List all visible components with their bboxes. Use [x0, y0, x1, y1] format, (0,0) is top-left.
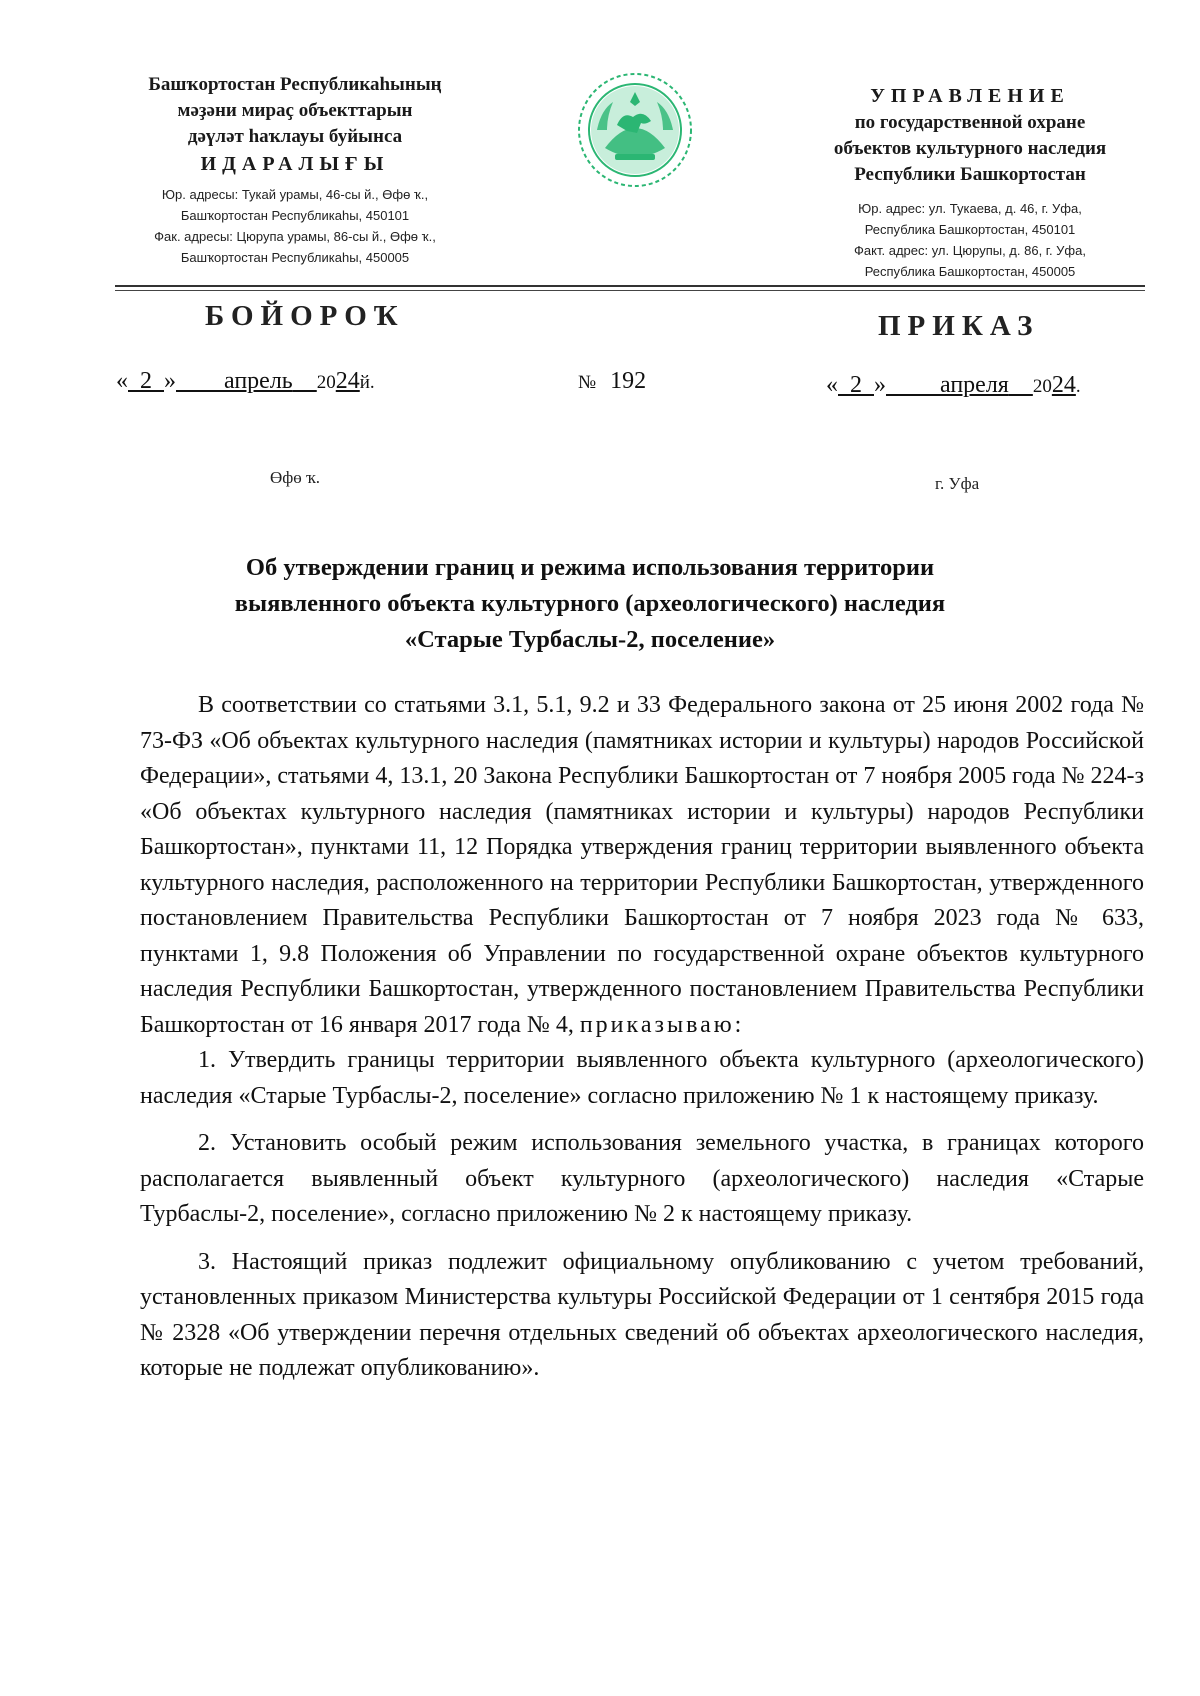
- address-russian-line2: Республика Башкортостан, 450101: [864, 222, 1076, 237]
- document-title: [160, 550, 1020, 658]
- date-russian-day-value: 2: [850, 372, 862, 398]
- order-item-3: 3. Настоящий приказ подлежит официальному опубликованию с учетом требований, установленных приказом Министерства культуры Российской Федерации от 1 сентября 2015 года № 2328 «Об утверждении перечня отдельных сведений об объектах археологического наследия, которые не подлежат опубликованию».: [140, 1248, 1144, 1381]
- date-russian-year-prefix: 20: [1032, 376, 1052, 397]
- date-bashkir-month: [176, 368, 317, 394]
- city-russian: г. Уфа: [935, 474, 980, 493]
- address-russian-line1: Юр. адрес: ул. Тукаева, д. 46, г. Уфа,: [858, 201, 1082, 216]
- date-bashkir: [116, 368, 375, 395]
- date-russian-year-mark: .: [1075, 376, 1081, 397]
- doc-type-bashkir: БОЙОРОҠ: [205, 300, 405, 332]
- letterhead-divider-thin: [115, 290, 1145, 291]
- org-name-bashkir-line1: Башҡортостан Республикаһының: [148, 74, 442, 95]
- date-bashkir-year-suffix: 24: [335, 368, 360, 394]
- org-name-russian-line2: по государственной охране: [854, 112, 1086, 133]
- org-name-russian-line1: УПРАВЛЕНИЕ: [870, 85, 1070, 107]
- document-number: [578, 368, 646, 395]
- date-bashkir-day: [128, 368, 164, 394]
- date-bashkir-open-quote: «: [116, 368, 128, 394]
- org-name-bashkir-line3: дәүләт һаҡлауы буйынса: [187, 126, 403, 147]
- date-russian-close-quote: »: [874, 372, 886, 398]
- date-russian-month: [886, 372, 1033, 398]
- letterhead-bashkir: [110, 72, 480, 268]
- doc-type-russian: ПРИКАЗ: [878, 310, 1040, 342]
- city-bashkir: Өфө ҡ.: [270, 468, 321, 487]
- date-bashkir-year-prefix: 20: [316, 372, 336, 393]
- order-item-1: 1. Утвердить границы территории выявленного объекта культурного (археологического) наследия «Старые Турбаслы-2, поселение» согласно приложению № 1 к настоящему приказу.: [140, 1047, 1144, 1109]
- date-russian-month-value: апреля: [940, 372, 1009, 398]
- document-body: [140, 688, 1144, 1387]
- org-name-russian-line4: Республики Башкортостан: [854, 164, 1086, 185]
- number-sign: №: [578, 372, 597, 393]
- address-russian-line4: Республика Башкортостан, 450005: [864, 264, 1076, 279]
- letterhead-russian: [790, 82, 1150, 282]
- address-bashkir-line1: Юр. адресы: Тукай урамы, 46-сы й., Өфө ҡ.,: [161, 187, 429, 202]
- org-name-russian-line3: объектов культурного наследия: [833, 138, 1107, 159]
- org-name-bashkir-line4: ИДАРАЛЫҒЫ: [200, 153, 390, 175]
- date-russian-year-suffix: 24: [1051, 372, 1076, 398]
- date-russian: [826, 372, 1081, 399]
- date-russian-day: [838, 372, 874, 398]
- bashkortostan-emblem-icon: [575, 70, 695, 190]
- address-bashkir-line2: Башҡортостан Республикаһы, 450101: [180, 208, 410, 223]
- letterhead-divider-thick: [115, 285, 1145, 287]
- title-line2: выявленного объекта культурного (археологического) наследия: [234, 590, 946, 617]
- address-russian-line3: Факт. адрес: ул. Цюрупы, д. 86, г. Уфа,: [854, 243, 1086, 258]
- order-word: приказываю:: [579, 1011, 745, 1038]
- address-bashkir: [110, 184, 480, 268]
- address-bashkir-line4: Башҡортостан Республикаһы, 450005: [180, 250, 410, 265]
- address-bashkir-line3: Фак. адресы: Цюрупа урамы, 86-сы й., Өфө ҡ.,: [154, 229, 436, 244]
- date-bashkir-year-mark: й.: [359, 372, 375, 393]
- preamble-text: В соответствии со статьями 3.1, 5.1, 9.2 и 33 Федерального закона от 25 июня 2002 года № 73-ФЗ «Об объектах культурного наследия (памятниках истории и культуры) народов Российской Федерации», статьями 4, 13.1, 20 Закона Республики Башкортостан от 7 ноября 2005 года № 224-з «Об объектах культурного наследия (памятниках истории и культуры) народов Республики Башкортостан», пунктами 11, 12 Порядка утверждения границ территории выявленного объекта культурного наследия, расположенного на территории Республики Башкортостан, утвержденного постановлением Правительства Республики Башкортостан от 7 ноября 2023 года № 633, пунктами 1, 9.8 Положения об Управлении по государственной охране объектов культурного наследия Республики Башкортостан, утвержденного постановлением Правительства Республики Башкортостан от 16 января 2017 года № 4,: [140, 692, 1144, 1038]
- title-line1: Об утверждении границ и режима использования территории: [245, 554, 935, 581]
- date-bashkir-day-value: 2: [140, 368, 152, 394]
- date-bashkir-month-value: апрель: [224, 368, 293, 394]
- date-bashkir-close-quote: »: [164, 368, 176, 394]
- date-russian-open-quote: «: [826, 372, 838, 398]
- order-item-2: 2. Установить особый режим использования земельного участка, в границах которого располагается выявленный объект культурного (археологического) наследия «Старые Турбаслы-2, поселение», согласно приложению № 2 к настоящему приказу.: [140, 1130, 1144, 1227]
- title-line3: «Старые Турбаслы-2, поселение»: [404, 626, 776, 653]
- document-number-value: 192: [610, 368, 647, 394]
- org-name-bashkir-line2: мәҙәни мираҫ объекттарын: [177, 100, 413, 121]
- preamble-paragraph: [140, 688, 1144, 1043]
- address-russian: [790, 198, 1150, 282]
